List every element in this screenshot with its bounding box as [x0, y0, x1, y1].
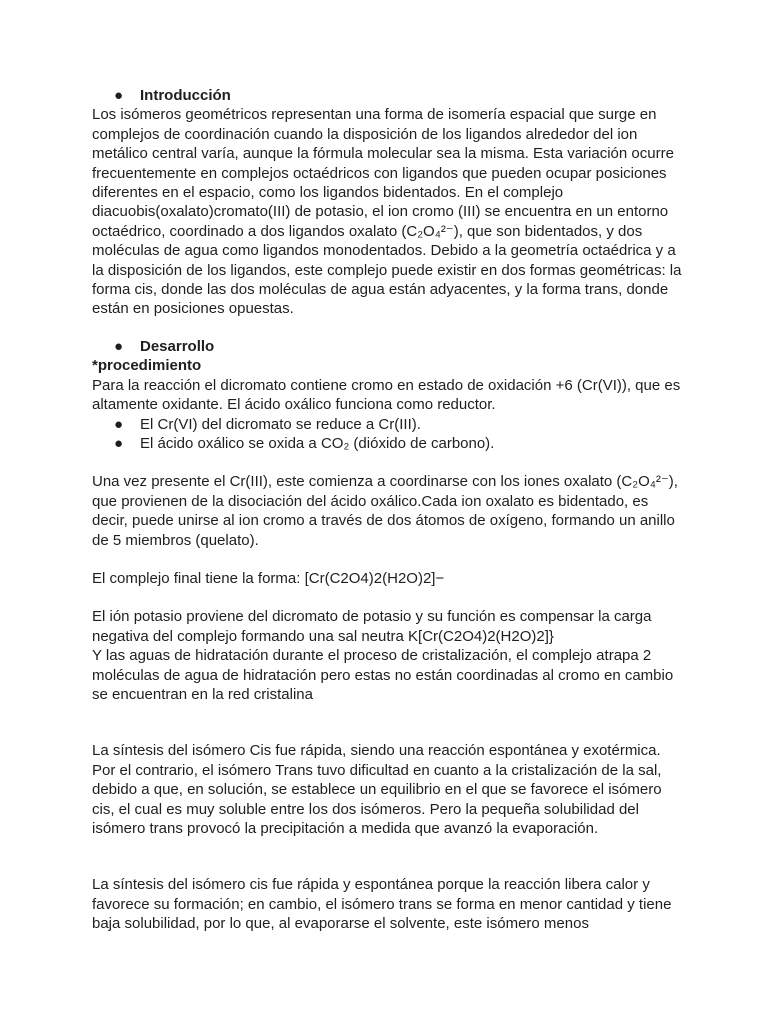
aguas-paragraph: Y las aguas de hidratación durante el proceso de cristalización, el complejo atrapa 2 moléculas de agua de hidratación pero estas no están coordinadas al cromo en cambio se encuentran en la red cristalina: [92, 647, 674, 703]
complejo-paragraph: El complejo final tiene la forma: [Cr(C2O4)2(H2O)2]−: [92, 569, 445, 587]
list-item: [114, 434, 682, 453]
potasio-paragraph: El ión potasio proviene del dicromato de potasio y su función es compensar la carga negativa del complejo formando una sal neutra K[Cr(C2O4)2(H2O)2]}: [92, 608, 652, 645]
procedure-list: [92, 415, 682, 454]
list-item-text: El ácido oxálico se oxida a CO₂ (dióxido de carbono).: [140, 434, 495, 452]
dev-heading: [114, 337, 682, 356]
bullet-dot: ●: [114, 337, 124, 355]
sintesis-paragraph-1: La síntesis del isómero Cis fue rápida, siendo una reacción espontánea y exotérmica. Por el contrario, el isómero Trans tuvo dificultad en cuanto a la cristalización de la sal, debido a que, en solución, se establece un equilibrio en el que se favorece el isómero cis, el cual es muy soluble entre los dos isómeros. Pero la pequeña solubilidad del isómero trans provocó la precipitación a medida que avanzó la evaporación.: [92, 742, 662, 837]
oxalato-paragraph: Una vez presente el Cr(III), este comienza a coordinarse con los iones oxalato (C₂O₄²⁻), que provienen de la disociación del ácido oxálico.Cada ion oxalato es bidentado, es decir, puede unirse al ion cromo a través de dos átomos de oxígeno, formando un anillo de 5 miembros (quelato).: [92, 473, 678, 549]
bullet-dot: ●: [114, 415, 124, 433]
list-item: [114, 415, 682, 434]
bullet-dot: ●: [114, 87, 124, 104]
document-body: [92, 86, 682, 934]
procedure-paragraph: Para la reacción el dicromato contiene cromo en estado de oxidación +6 (Cr(VI)), que es altamente oxidante. El ácido oxálico funciona como reductor.: [92, 376, 681, 414]
dev-heading-text: Desarrollo: [140, 337, 215, 355]
procedure-heading: *procedimiento: [92, 357, 202, 375]
bullet-dot: ●: [114, 434, 124, 452]
sintesis-paragraph-2: La síntesis del isómero cis fue rápida y espontánea porque la reacción libera calor y favorece su formación; en cambio, el isómero trans se forma en menor cantidad y tiene baja solubilidad, por lo que, al evaporarse el solvente, este isómero menos: [92, 876, 672, 933]
list-item-text: El Cr(VI) del dicromato se reduce a Cr(III).: [140, 415, 421, 433]
intro-heading: [114, 86, 682, 105]
intro-paragraph: Los isómeros geométricos representan una forma de isomería espacial que surge en complejos de coordinación cuando la disposición de los ligandos alrededor del ion metálico central varía, aunque la fórmula molecular sea la misma. Esta variación ocurre frecuentemente en complejos octaédricos con ligandos que pueden ocupar posiciones diferentes en el espacio, como los ligandos bidentados. En el complejo diacuobis(oxalato)cromato(III) de potasio, el ion cromo (III) se encuentra en un entorno octaédrico, coordinado a dos ligandos oxalato (C₂O₄²⁻), que son bidentados, y dos moléculas de agua como ligandos monodentados. Debido a la geometría octaédrica y a la disposición de los ligandos, este complejo puede existir en dos formas geométricas: la forma cis, donde las dos moléculas de agua están adyacentes, y la forma trans, donde están en posiciones opuestas.: [92, 106, 682, 318]
intro-heading-text: Introducción: [140, 87, 231, 104]
